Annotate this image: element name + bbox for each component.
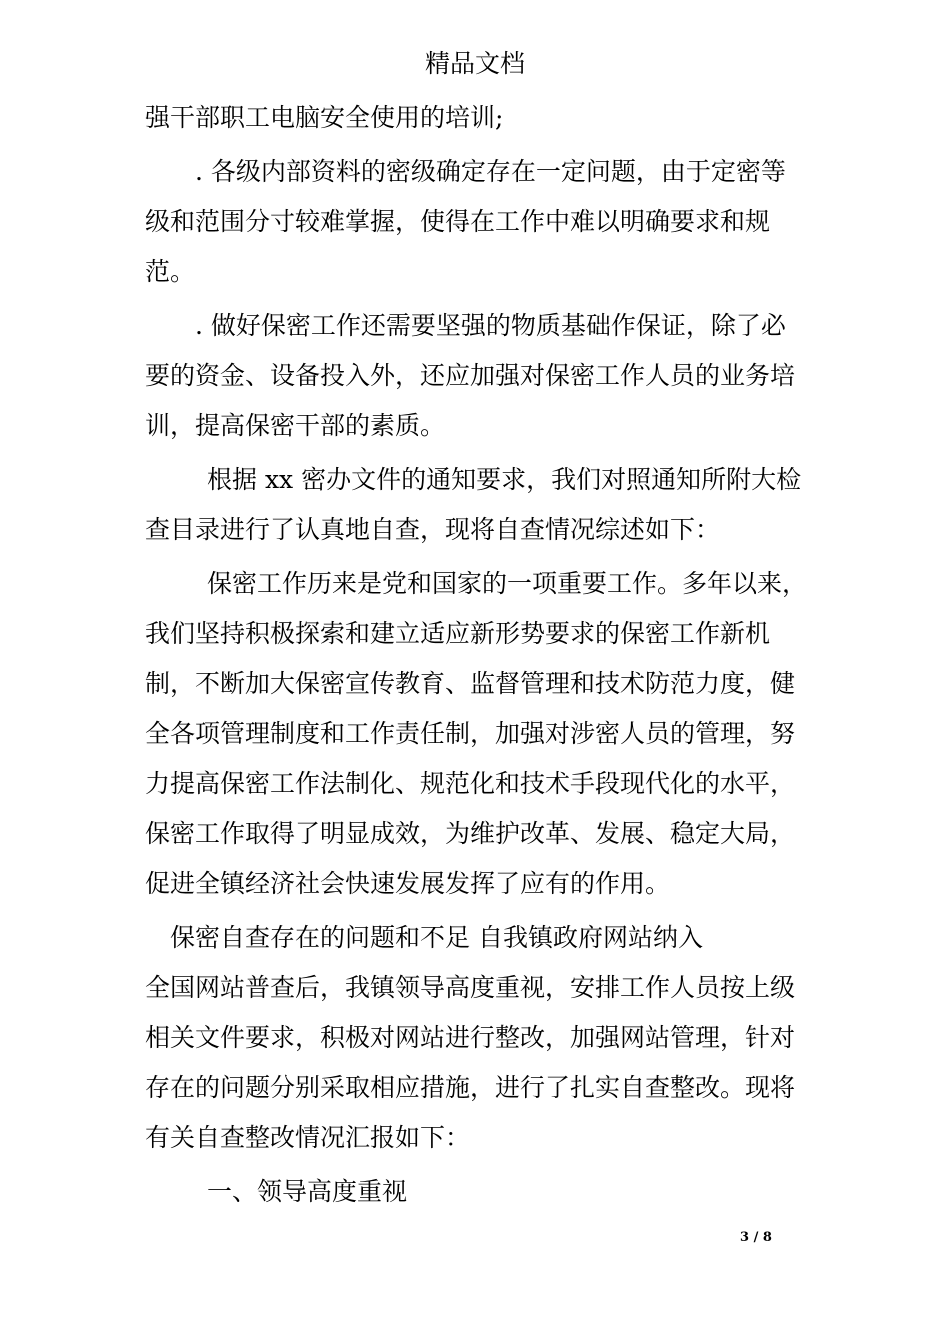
text-line: 要的资金、设备投入外，还应加强对保密工作人员的业务培 (145, 361, 796, 390)
text-line: 制，不断加大保密宣传教育、监督管理和技术防范力度，健 (145, 669, 796, 698)
text-line: 全各项管理制度和工作责任制，加强对涉密人员的管理，努 (145, 719, 796, 748)
text-line: 训，提高保密干部的素质。 (145, 411, 446, 440)
text-line: 一、领导高度重视 (207, 1177, 408, 1206)
document-body (145, 93, 810, 1217)
text-line: . 做好保密工作还需要坚强的物质基础作保证，除了必 (195, 311, 786, 340)
text-line: 保密自查存在的问题和不足 自我镇政府网站纳入 (170, 923, 703, 952)
text-line: 保密工作取得了明显成效，为维护改革、发展、稳定大局， (145, 819, 796, 848)
text-line: 促进全镇经济社会快速发展发挥了应有的作用。 (145, 869, 671, 898)
text-line: 查目录进行了认真地自查，现将自查情况综述如下： (145, 515, 721, 544)
text-line: 保密工作历来是党和国家的一项重要工作。多年以来， (207, 569, 808, 598)
text-line: 级和范围分寸较难掌握，使得在工作中难以明确要求和规 (145, 207, 771, 236)
text-line: 全国网站普查后，我镇领导高度重视，安排工作人员按上级 (145, 973, 796, 1002)
text-line: 强干部职工电脑安全使用的培训; (145, 103, 504, 132)
text-line: 相关文件要求，积极对网站进行整改，加强网站管理，针对 (145, 1023, 796, 1052)
text-line: 根据 xx 密办文件的通知要求，我们对照通知所附大检 (207, 465, 802, 494)
text-line: 有关自查整改情况汇报如下： (145, 1123, 471, 1152)
text-line: 范。 (145, 257, 196, 286)
text-line: 我们坚持积极探索和建立适应新形势要求的保密工作新机 (145, 619, 771, 648)
text-line: 力提高保密工作法制化、规范化和技术手段现代化的水平， (145, 769, 796, 798)
text-line: 存在的问题分别采取相应措施，进行了扎实自查整改。现将 (145, 1073, 796, 1102)
page-number: 3 / 8 (740, 1230, 772, 1245)
page-header: 精品文档 (424, 49, 525, 78)
text-line: . 各级内部资料的密级确定存在一定问题，由于定密等 (195, 157, 786, 186)
